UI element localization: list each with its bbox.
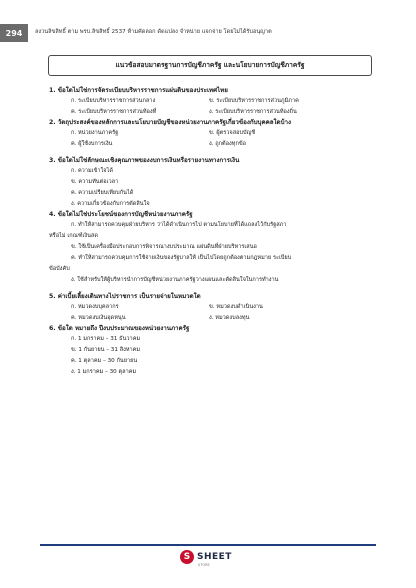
option: ค. ความเปรียบเทียบกันได้ — [71, 190, 134, 196]
option: ค. ระเบียบบริหารราชการส่วนท้องที่ — [71, 109, 157, 115]
copyright-notice: ลงวนลิขสิทธิ์ ตาม พรบ.ลิขสิทธิ์ 2537 ห้ามคัดลอก ดัดแปลง จำหน่าย แจกจ่าย โดยไม่ได้รับอนุญาต — [35, 29, 272, 35]
option: ข. ระเบียบบริหารราชการส่วนภูมิภาค — [209, 98, 299, 104]
question-block — [49, 86, 379, 118]
logo-subtext: STORE — [198, 563, 210, 567]
question-text: 1. ข้อใดไม่ใช่การจัดระเบียบบริหารราชการแผ่นดินของประเทศไทย — [49, 87, 228, 94]
option: ข. ผู้ตรวจสอบบัญชี — [209, 130, 256, 136]
sheet-store-logo — [180, 550, 232, 564]
option: ก. ความเข้าใจได้ — [71, 168, 113, 174]
option-text-continued: ข้อบังคับ — [49, 266, 70, 272]
option-text: ง. ใช้สำหรับให้ผู้บริหารนำการบัญชีหน่วยงานภาครัฐวางแผนและตัดสินใจในการทำงาน — [71, 277, 279, 283]
option-text: ก. ทำให้สามารถควบคุมฝ่ายบริหาร ว่าได้ดำเนินการไป ตามนโยบายที่ได้แถลงไว้กับรัฐสภา — [71, 222, 287, 228]
question-text: 3. ข้อใดไม่ใช่ลักษณะเชิงคุณภาพของงบการเงินหรือรายงานทางการเงิน — [49, 157, 240, 164]
option: ก. หมวดงบบุคลากร — [71, 304, 119, 310]
option: ง. ความเกี่ยวข้องกับการตัดสินใจ — [71, 201, 150, 207]
question-text: 5. ค่าเบี้ยเลี้ยงเดินทางไปราชการ เป็นรายจ่ายในหมวดใด — [49, 293, 201, 300]
option-text: ค. ทำให้สามารถควบคุมการใช้จ่ายเงินของรัฐบาลให้ เป็นไปโดยถูกต้องตามกฎหมาย ระเบียบ — [71, 255, 292, 261]
option: ง. ระเบียบบริหารราชการส่วนท้องถิ่น — [209, 109, 297, 115]
option-text-continued: หรือไม่ เกณฑ์เงินสด — [49, 233, 98, 239]
question-block — [49, 210, 379, 286]
section-title: แนวข้อสอบมาตรฐานการบัญชีภาครัฐ และนโยบายการบัญชีภาครัฐ — [48, 55, 372, 76]
question-block — [49, 292, 379, 324]
question-block — [49, 118, 379, 150]
option: ข. หมวดงบดำเนินงาน — [209, 304, 263, 310]
option — [71, 242, 379, 253]
option: ง. หมวดงบลงทุน — [209, 315, 250, 321]
question-text: 2. วัตถุประสงค์ของหลักการและนโยบายบัญชีของหน่วยงานภาครัฐเกี่ยวข้องกับบุคคลใดบ้าง — [49, 119, 291, 126]
logo-text: SHEET — [197, 552, 232, 562]
question-block — [49, 156, 379, 210]
option: ข. ความทันต่อเวลา — [71, 179, 119, 185]
question-text: 6. ข้อใด หมายถึง ปีงบประมาณของหน่วยงานภาครัฐ — [49, 325, 190, 332]
question-block — [49, 324, 379, 378]
option: ก. 1 มกราคม – 31 ธันวาคม — [71, 336, 141, 342]
option: ข. 1 กันยายน – 31 สิงหาคม — [71, 347, 141, 353]
option: ก. ระเบียบบริหารราชการส่วนกลาง — [71, 98, 156, 104]
logo-icon: S — [180, 550, 194, 564]
option — [71, 275, 379, 286]
question-text: 4. ข้อใดไม่ใช่ประโยชน์ของการบัญชีหน่วยงานภาครัฐ — [49, 211, 193, 218]
option: ค. 1 ตุลาคม – 30 กันยายน — [71, 358, 138, 364]
option: ค. หมวดงบเงินอุดหนุน — [71, 315, 126, 321]
footer-divider — [40, 544, 376, 546]
option: ง. 1 มกราคม – 30 ตุลาคม — [71, 369, 137, 375]
option — [49, 253, 379, 275]
option-text: ข. ใช้เป็นเครื่องมือประกอบการพิจารณางบประมาณ แผ่นดินที่ฝ่ายบริหารเสนอ — [71, 244, 257, 250]
option — [49, 220, 379, 242]
option: ง. ถูกต้องทุกข้อ — [209, 141, 247, 147]
question-list — [49, 86, 379, 378]
option: ก. หน่วยงานภาครัฐ — [71, 130, 119, 136]
option: ค. ผู้ใช้งบการเงิน — [71, 141, 113, 147]
page-number: 294 — [0, 24, 28, 42]
